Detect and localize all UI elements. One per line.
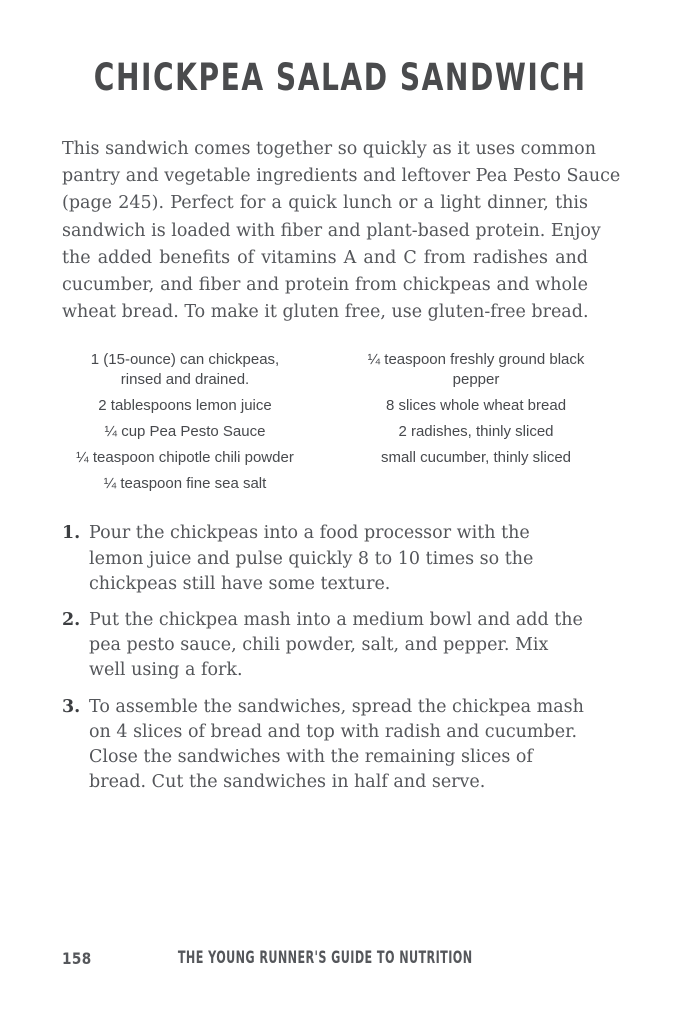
step-text: Put the chickpea mash into a medium bowl and add the pea pesto sauce, chili powder, salt, and pepper. Mix well using a fork.: [89, 610, 583, 681]
ingredient-item: 8 slices whole wheat bread: [385, 397, 567, 415]
ingredient-item: ¼ teaspoon chipotle chili powder: [76, 449, 294, 467]
ingredient-item: ¼ cup Pea Pesto Sauce: [104, 423, 266, 441]
ingredient-item: small cucumber, thinly sliced: [380, 449, 572, 467]
ingredient-item: 1 (15-ounce) can chickpeas, rinsed and drained.: [90, 351, 280, 389]
intro-line: (page 245). Perfect for a quick lunch or a light dinner, this: [62, 193, 588, 214]
ingredients-list: [62, 350, 602, 500]
title-section: [0, 0, 680, 99]
page-number: 158: [62, 949, 92, 968]
ingredients-column-left: [62, 350, 308, 500]
step-number: 1.: [62, 523, 81, 544]
page-footer: [62, 948, 588, 968]
step-text: To assemble the sandwiches, spread the chickpea mash on 4 slices of bread and top with radish and cucumber. Close the sandwiches with the remaining slices of bread. Cut the sandwiches in half and serve.: [89, 696, 584, 793]
step-item: [62, 695, 584, 796]
ingredient-item: 2 tablespoons lemon juice: [98, 397, 272, 415]
ingredient-item: ¼ teaspoon freshly ground black pepper: [367, 351, 585, 389]
ingredient-item: ¼ teaspoon fine sea salt: [103, 475, 267, 493]
step-number: 3.: [62, 696, 81, 717]
intro-line: cucumber, and fiber and protein from chickpeas and whole: [62, 275, 588, 296]
step-number: 2.: [62, 610, 81, 631]
book-title-wrap: [62, 948, 588, 968]
step-item: [62, 608, 584, 684]
recipe-title: CHICKPEA SALAD SANDWICH: [93, 56, 587, 99]
ingredient-item: 2 radishes, thinly sliced: [398, 423, 554, 441]
intro-line: the added benefits of vitamins A and C from radishes and: [62, 247, 588, 268]
intro-paragraph: [62, 136, 621, 326]
steps-list: [62, 521, 584, 795]
intro-line: sandwich is loaded with fiber and plant-based protein. Enjoy: [62, 220, 601, 241]
intro-line: This sandwich comes together so quickly as it uses common: [62, 139, 596, 159]
intro-line: pantry and vegetable ingredients and leftover Pea Pesto Sauce: [62, 166, 621, 187]
step-item: [62, 521, 584, 597]
book-title: THE YOUNG RUNNER'S GUIDE TO NUTRITION: [177, 948, 473, 968]
ingredients-column-right: [350, 350, 602, 500]
step-text: Pour the chickpeas into a food processor with the lemon juice and pulse quickly 8 to 10 times so the chickpeas still have some texture.: [89, 523, 534, 594]
intro-line: wheat bread. To make it gluten free, use gluten-free bread.: [62, 302, 589, 323]
